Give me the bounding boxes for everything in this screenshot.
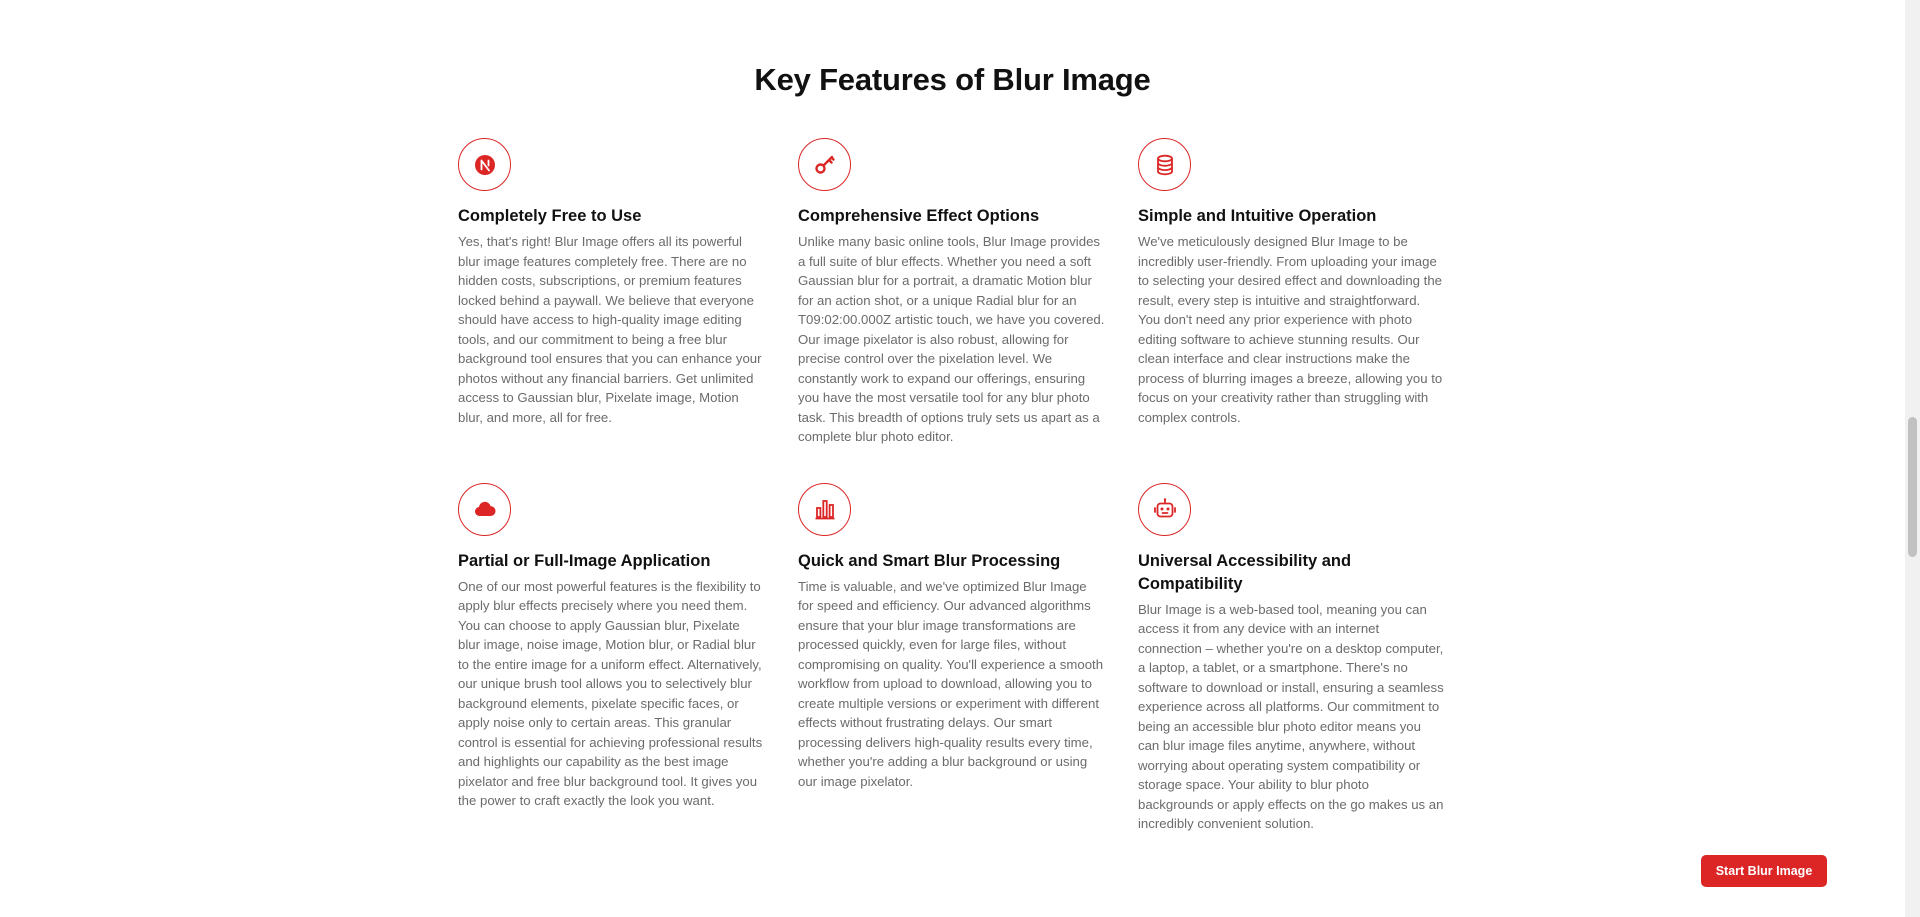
scrollbar-thumb[interactable]	[1908, 417, 1917, 557]
feature-icon-badge	[1138, 138, 1191, 191]
feature-card-free	[458, 138, 765, 447]
nextjs-icon	[473, 153, 497, 177]
feature-card-partial	[458, 483, 765, 834]
feature-card-quick	[798, 483, 1105, 834]
feature-card-universal	[1138, 483, 1445, 834]
robot-icon	[1153, 497, 1177, 521]
feature-title: Simple and Intuitive Operation	[1138, 207, 1377, 225]
database-icon	[1153, 153, 1177, 177]
page-scrollbar[interactable]	[1905, 0, 1920, 917]
feature-card-effects	[798, 138, 1105, 447]
feature-title: Completely Free to Use	[458, 207, 642, 225]
feature-icon-badge	[798, 483, 851, 536]
key-icon	[813, 153, 837, 177]
feature-card-simple	[1138, 138, 1445, 447]
feature-description: We've meticulously designed Blur Image to be incredibly user-friendly. From uploading your image to selecting your desired effect and downloading the result, every step is intuitive and straightforward. You don't need any prior experience with photo editing software to achieve stunning results. Our clean interface and clear instructions make the process of blurring images a breeze, allowing you to focus on your creativity rather than struggling with complex controls.	[1138, 234, 1443, 425]
section-title: Key Features of Blur Image	[754, 62, 1151, 97]
feature-icon-badge	[1138, 483, 1191, 536]
feature-icon-badge	[798, 138, 851, 191]
cloud-icon	[473, 497, 497, 521]
start-blur-image-button[interactable]: Start Blur Image	[1701, 855, 1827, 887]
feature-icon-badge	[458, 138, 511, 191]
feature-description: One of our most powerful features is the flexibility to apply blur effects precisely where you need them. You can choose to apply Gaussian blur, Pixelate blur image, noise image, Motion blur, or Radial blur to the entire image for a uniform effect. Alternatively, our unique brush tool allows you to selectively blur background elements, pixelate specific faces, or apply noise only to certain areas. This granular control is essential for achieving professional results and highlights our capability as the best image pixelator and free blur background tool. It gives you the power to craft exactly the look you want.	[458, 578, 763, 808]
feature-description: Unlike many basic online tools, Blur Image provides a full suite of blur effects. Whether you need a soft Gaussian blur for a portrait, a dramatic Motion blur for an action shot, or a unique Radial blur for an T09:02:00.000Z artistic touch, we have you covered. Our image pixelator is also robust, allowing for precise control over the pixelation level. We constantly work to expand our offerings, ensuring you have the most versatile tool for any blur photo task. This breadth of options truly sets us apart as a complete blur photo editor.	[798, 234, 1105, 444]
feature-title: Partial or Full-Image Application	[458, 551, 711, 570]
features-grid	[458, 138, 1450, 834]
feature-title: Comprehensive Effect Options	[798, 207, 1040, 225]
feature-description: Blur Image is a web-based tool, meaning you can access it from any device with an internet connection – whether you're on a desktop computer, a laptop, a tablet, or a smartphone. There's no software to download or install, ensuring a seamless experience across all platforms. Our commitment to being an accessible blur photo editor means you can blur image files anytime, anywhere, without worrying about operating system compatibility or storage space. Your ability to blur photo backgrounds or apply effects on the go makes us an incredibly convenient solution.	[1138, 601, 1444, 831]
feature-title: Universal Accessibility and Compatibility	[1138, 551, 1352, 593]
bar-chart-icon	[813, 497, 837, 521]
feature-title: Quick and Smart Blur Processing	[798, 551, 1061, 570]
feature-description: Time is valuable, and we've optimized Blur Image for speed and efficiency. Our advanced algorithms ensure that your blur image transformations are processed quickly, even for large files, without compromising on quality. You'll experience a smooth workflow from upload to download, allowing you to create multiple versions or experiment with different effects without frustrating delays. Our smart processing delivers high-quality results every time, whether you're adding a blur background or using our image pixelator.	[798, 578, 1104, 789]
feature-description: Yes, that's right! Blur Image offers all its powerful blur image features completely free. There are no hidden costs, subscriptions, or premium features locked behind a paywall. We believe that everyone should have access to high-quality image editing tools, and our commitment to being a free blur background tool ensures that you can enhance your photos without any financial barriers. Get unlimited access to Gaussian blur, Pixelate image, Motion blur, and more, all for free.	[458, 234, 762, 425]
feature-icon-badge	[458, 483, 511, 536]
